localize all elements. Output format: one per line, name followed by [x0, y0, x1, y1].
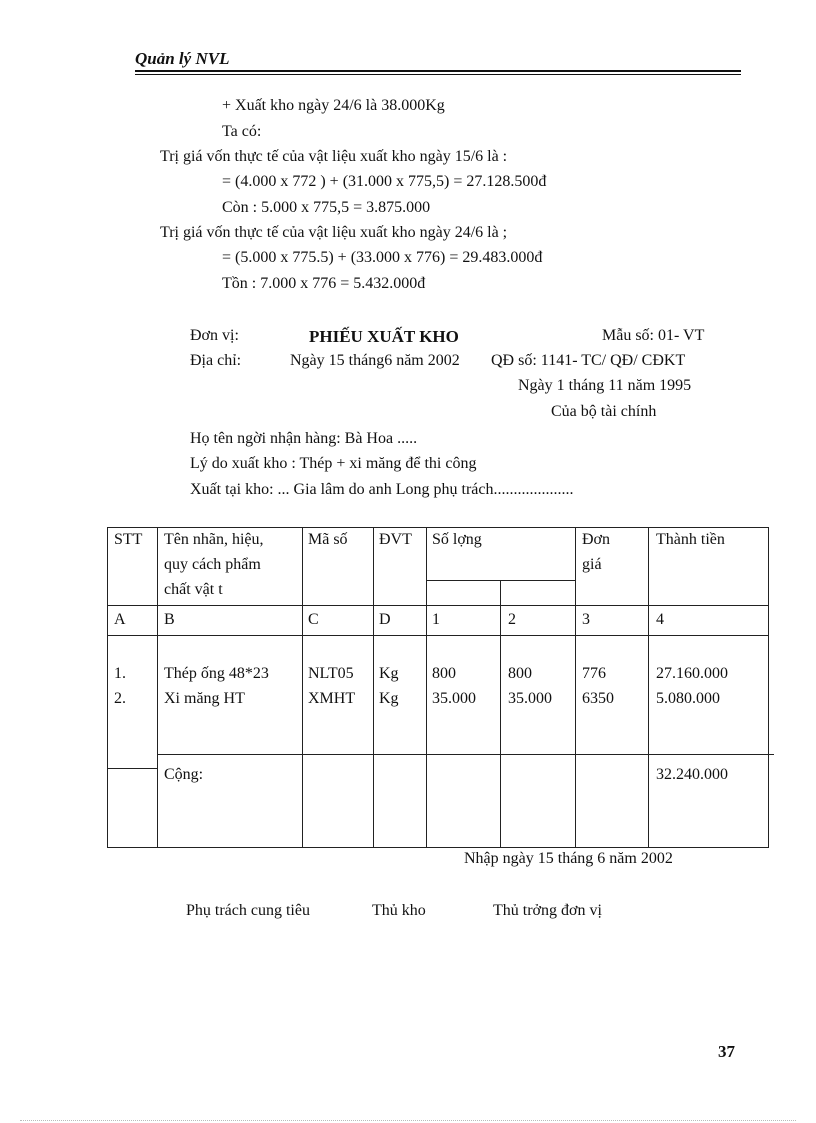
- page-header-title: Quản lý NVL: [135, 49, 230, 68]
- th-quantity: Số lợng: [432, 531, 482, 548]
- col-label-3: 3: [582, 611, 590, 628]
- table-row-1-unit: Kg: [379, 665, 399, 682]
- table-row-2-amount: 5.080.000: [656, 690, 720, 707]
- table-row-1-stt: 1.: [114, 665, 126, 682]
- table-row-1-name: Thép ống 48*23: [164, 665, 269, 682]
- table-row-2-code: XMHT: [308, 690, 356, 707]
- col-label-2: 2: [508, 611, 516, 628]
- th-price-line1: Đơn: [582, 531, 611, 548]
- table-row-2-qty1: 35.000: [432, 690, 476, 707]
- total-label: Cộng:: [164, 766, 204, 783]
- table-row-2-qty2: 35.000: [508, 690, 552, 707]
- footer-date: Nhập ngày 15 tháng 6 năm 2002: [464, 850, 673, 867]
- table-row-1-qty2: 800: [508, 665, 532, 682]
- calc-line-8: Tồn : 7.000 x 776 = 5.432.000đ: [222, 275, 426, 292]
- decision-date: Ngày 1 tháng 11 năm 1995: [518, 377, 692, 394]
- col-label-b: B: [164, 611, 175, 628]
- th-price-line2: giá: [582, 556, 602, 573]
- reason-line: Lý do xuất kho : Thép + xi măng để thi công: [190, 455, 477, 472]
- col-label-4: 4: [656, 611, 664, 628]
- col-label-d: D: [379, 611, 391, 628]
- th-name-line3: chất vật t: [164, 581, 223, 598]
- signature-storekeeper: Thủ kho: [372, 902, 426, 919]
- form-title: PHIẾU XUẤT KHO: [309, 327, 459, 346]
- unit-label: Đơn vị:: [190, 327, 239, 344]
- address-label: Địa chỉ:: [190, 352, 242, 369]
- signature-supply-manager: Phụ trách cung tiêu: [186, 902, 310, 919]
- calc-line-4: = (4.000 x 772 ) + (31.000 x 775,5) = 27.128.500đ: [222, 173, 547, 190]
- th-amount: Thành tiền: [656, 531, 725, 548]
- calc-line-6: Trị giá vốn thực tế của vật liệu xuất kho ngày 24/6 là ;: [160, 224, 508, 241]
- table-row-1-price: 776: [582, 665, 606, 682]
- decision-number: QĐ số: 1141- TC/ QĐ/ CĐKT: [491, 352, 686, 369]
- th-name-line2: quy cách phẩm: [164, 556, 261, 573]
- th-name-line1: Tên nhãn, hiệu,: [164, 531, 264, 548]
- table-row-1-code: NLT05: [308, 665, 354, 682]
- col-label-a: A: [114, 611, 126, 628]
- th-code: Mã số: [308, 531, 348, 548]
- page-number: 37: [718, 1042, 735, 1061]
- table-row-1-amount: 27.160.000: [656, 665, 728, 682]
- table-row-2-unit: Kg: [379, 690, 399, 707]
- th-unit: ĐVT: [379, 531, 412, 548]
- page-bottom-edge: [20, 1120, 796, 1121]
- table-row-2-price: 6350: [582, 690, 614, 707]
- form-number: Mẫu số: 01- VT: [602, 327, 705, 344]
- total-amount: 32.240.000: [656, 766, 728, 783]
- table-row-2-stt: 2.: [114, 690, 126, 707]
- form-date: Ngày 15 tháng6 năm 2002: [290, 352, 460, 369]
- ministry: Của bộ tài chính: [551, 403, 657, 420]
- calc-line-5: Còn : 5.000 x 775,5 = 3.875.000: [222, 199, 431, 216]
- receiver-line: Họ tên ngời nhận hàng: Bà Hoa .....: [190, 430, 418, 447]
- calc-line-2: Ta có:: [222, 123, 262, 140]
- warehouse-line: Xuất tại kho: ... Gia lâm do anh Long phụ trách....................: [190, 481, 574, 498]
- signature-head-of-unit: Thủ trởng đơn vị: [493, 902, 602, 919]
- calc-line-3: Trị giá vốn thực tế của vật liệu xuất kho ngày 15/6 là :: [160, 148, 508, 165]
- col-label-1: 1: [432, 611, 440, 628]
- calc-line-7: = (5.000 x 775.5) + (33.000 x 776) = 29.483.000đ: [222, 249, 543, 266]
- table-row-1-qty1: 800: [432, 665, 456, 682]
- th-stt: STT: [114, 531, 143, 548]
- table-row-2-name: Xi măng HT: [164, 690, 245, 707]
- col-label-c: C: [308, 611, 319, 628]
- calc-line-1: + Xuất kho ngày 24/6 là 38.000Kg: [222, 97, 445, 114]
